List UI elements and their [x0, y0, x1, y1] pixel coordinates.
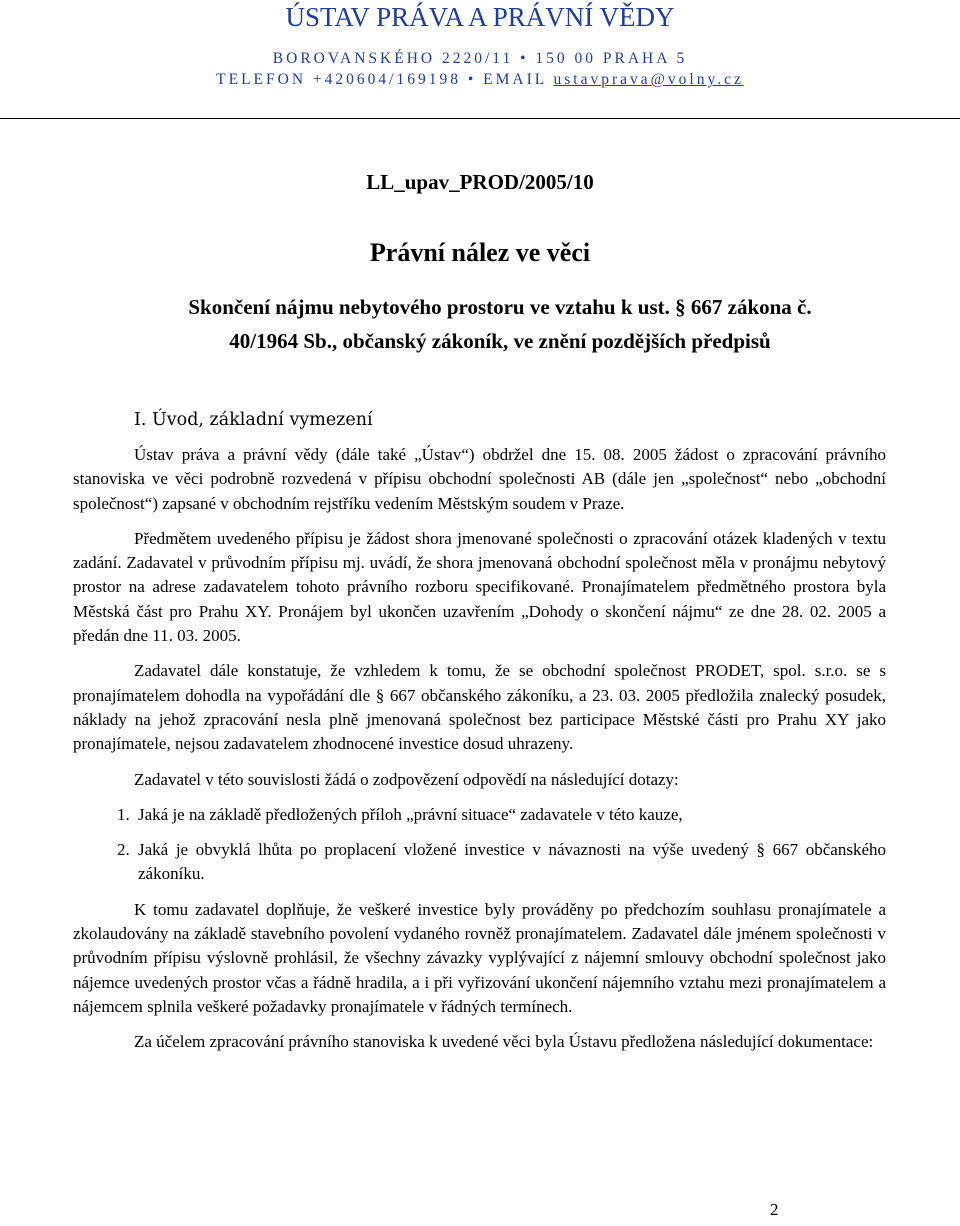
- paragraph-intro: Ústav práva a právní vědy (dále také „Ústav“) obdržel dne 15. 08. 2005 žádost o zpracování právního stanoviska ve věci podrobně rozvedená v přípisu obchodní společnosti AB (dále jen „společnost“ nebo „obchodní společnost“) zapsané v obchodním rejstříku vedením Městským soudem v Praze.: [73, 445, 886, 513]
- institute-name: ÚSTAV PRÁVA A PRÁVNÍ VĚDY: [285, 2, 675, 32]
- questions-list: [73, 803, 886, 887]
- question-item: 2. Jaká je obvyklá lhůta po proplacení vložené investice v návaznosti na výše uvedený § 667 občanského zákoníku.: [134, 838, 886, 887]
- email-link[interactable]: ustavprava@volny.cz: [553, 71, 744, 88]
- institute-contact: [0, 71, 960, 89]
- paragraph-documentation: Za účelem zpracování právního stanoviska k uvedené věci byla Ústavu předložena následující dokumentace:: [134, 1032, 874, 1052]
- document-reference: LL_upav_PROD/2005/10: [366, 170, 594, 194]
- header-separator: [0, 118, 960, 119]
- paragraph-settlement: Zadavatel dále konstatuje, že vzhledem k tomu, že se obchodní společnost PRODET, spol. s.r.o. se s pronajímatelem dohodla na vypořádání dle § 667 občanského zákoníku, a 23. 03. 2005 předložila znalecký posudek, náklady na jehož zpracování nesla plně jmenovaná společnost bez participace Městské části pro Prahu XY jako pronajímatele, nejsou zadavatelem zhodnocené investice dosud uhrazeny.: [73, 661, 886, 754]
- page-number: 2: [770, 1200, 779, 1219]
- document-title: Právní nález ve věci: [369, 238, 591, 267]
- paragraph-subject: Předmětem uvedeného přípisu je žádost shora jmenované společnosti o zpracování otázek kladených v textu zadání. Zadavatel v průvodním přípisu mj. uvádí, že shora jmenovaná obchodní společnost měla v pronájmu nebytový prostor na adrese zadavatelem tohoto právního rozboru specifikované. Pronajímatelem předmětného prostora byla Městská část pro Prahu XY. Pronájem byl ukončen uzavřením „Dohody o skončení nájmu“ ze dne 28. 02. 2005 a předán dne 11. 03. 2005.: [73, 528, 886, 646]
- document-body: [73, 443, 886, 1066]
- question-item: 1. Jaká je na základě předložených příloh „právní situace“ zadavatele v této kauze,: [134, 803, 886, 827]
- paragraph-questions-intro: Zadavatel v této souvislosti žádá o zodpovězení odpovědí na následující dotazy:: [134, 769, 679, 789]
- contact-prefix: TELEFON +420604/169198 • EMAIL: [216, 71, 554, 88]
- institute-address: BOROVANSKÉHO 2220/11 • 150 00 PRAHA 5: [272, 50, 688, 67]
- document-subtitle: Skončení nájmu nebytového prostoru ve vztahu k ust. § 667 zákona č. 40/1964 Sb., občanský zákoník, ve znění pozdějších předpisů: [188, 295, 812, 353]
- section-heading: I. Úvod, základní vymezení: [134, 410, 373, 430]
- paragraph-investments: K tomu zadavatel doplňuje, že veškeré investice byly prováděny po předchozím souhlasu pronajímatele a zkolaudovány na základě stavebního povolení vydaného rovněž pronajímatelem. Zadavatel dále jménem společnosti v průvodním přípisu výslovně prohlásil, že všechny závazky vyplývající z nájemní smlouvy obchodní společnost jako nájemce uvedených prostor včas a řádně hradila, a i při vyřizování ukončení nájemního vztahu mezi pronajímatelem a nájemcem splnila veškeré požadavky pronajímatele v řádných termínech.: [73, 899, 886, 1016]
